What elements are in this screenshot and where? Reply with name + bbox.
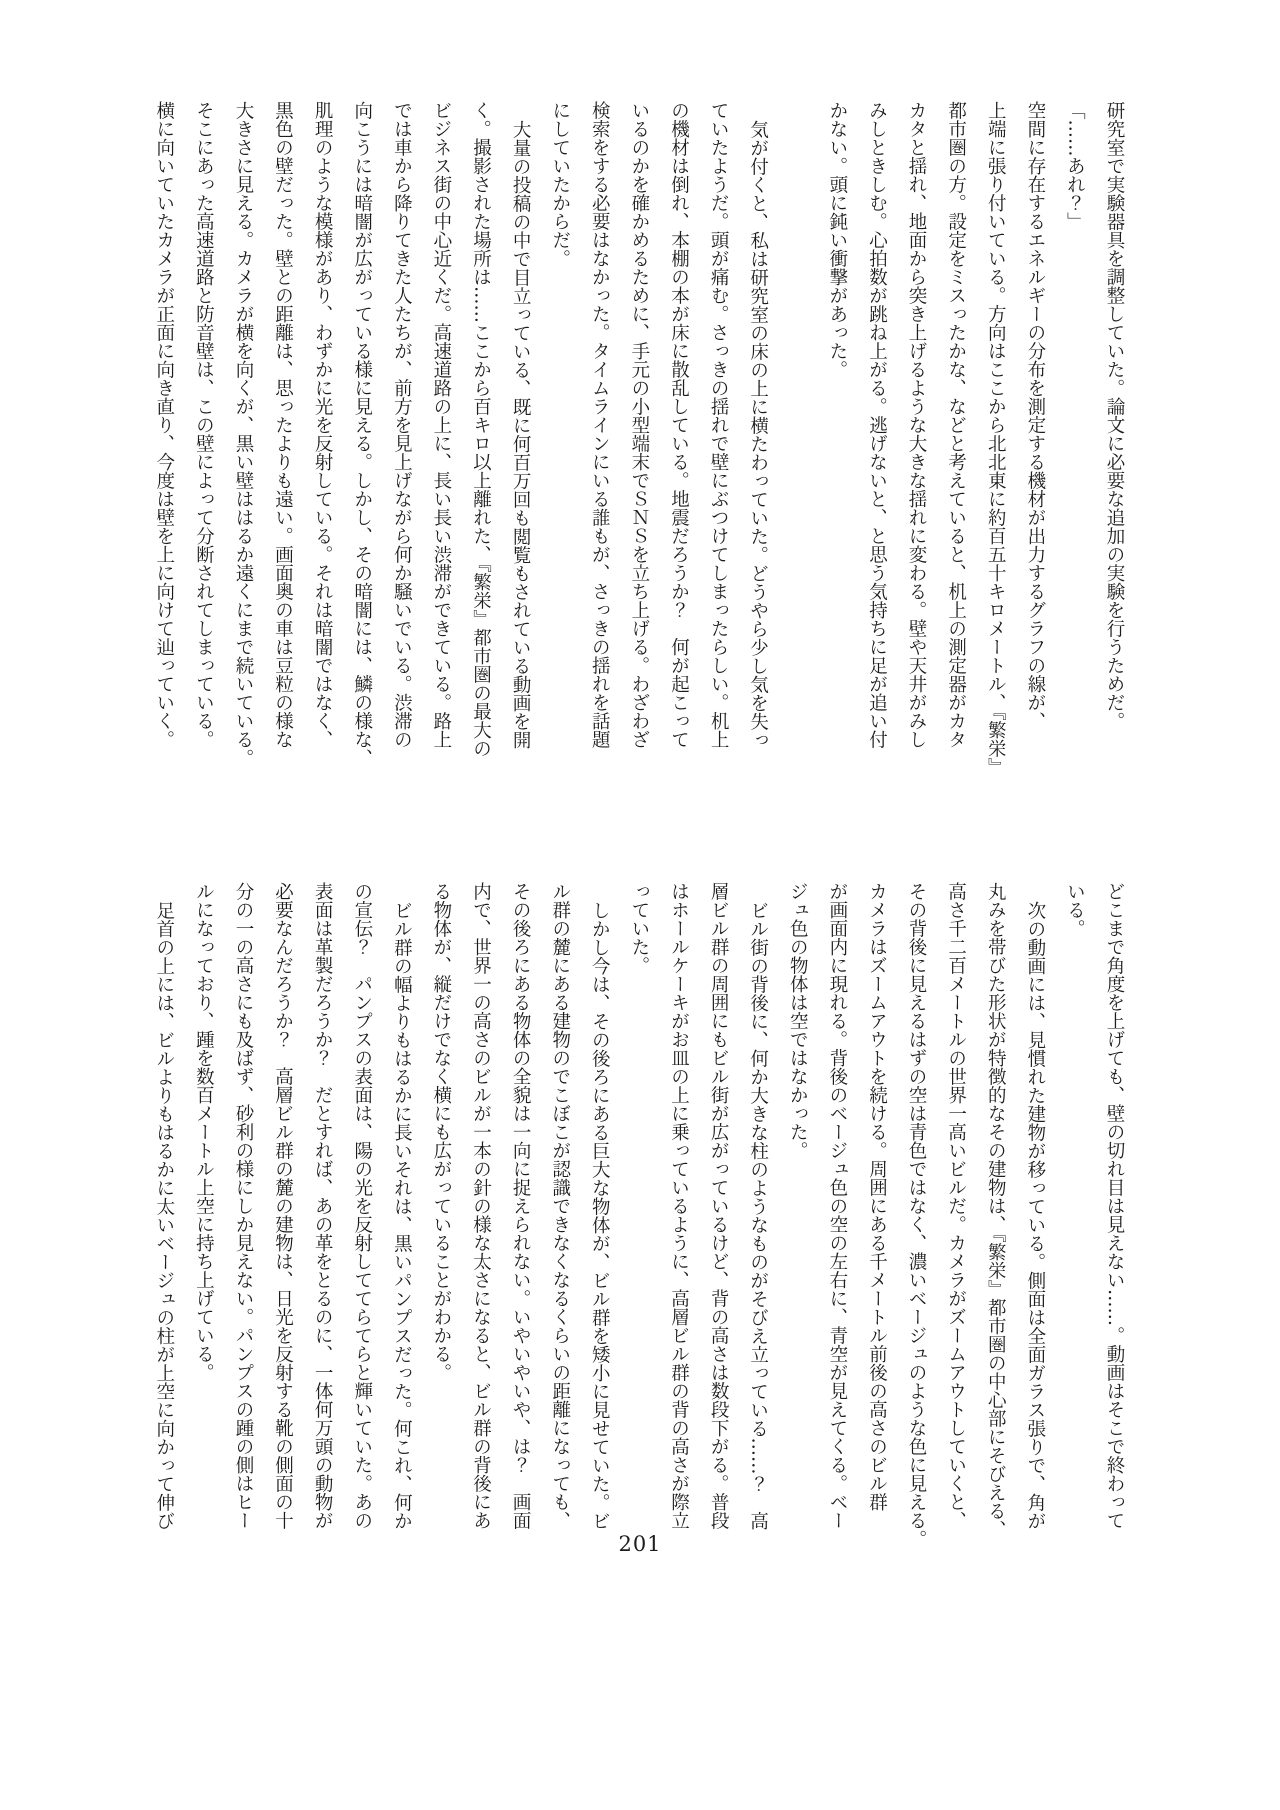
text-line: そこにあった高速道路と防音壁は、この壁によって分断されてしまっている。 — [193, 101, 215, 749]
text-line: の機材は倒れ、本棚の本が床に散乱している。地震だろうか？ 何が起こって — [668, 101, 690, 749]
text-line: にしていたからだ。 — [549, 101, 571, 268]
text-line: 丸みを帯びた形状が特徴的なその建物は、『繁栄』都市圏の中心部にそびえる、 — [985, 882, 1007, 1539]
text-line: どこまで角度を上げても、壁の切れ目は見えない……。動画はそこで終わって — [1104, 882, 1125, 1530]
text-line: 空間に存在するエネルギーの分布を測定する機材が出力するグラフの線が、 — [1024, 101, 1046, 730]
text-line: カメラはズームアウトを続ける。周囲にある千メートル前後の高さのビル群 — [866, 882, 888, 1511]
text-line: 気が付くと、私は研究室の床の上に横たわっていた。どうやら少し気を失っ — [747, 119, 769, 749]
text-line: 横に向いていたカメラが正面に向き直り、今度は壁を上に向けて辿っていく。 — [153, 101, 175, 749]
text-line: 層ビル群の周囲にもビル街が広がっているけど、背の高さは数段下がる。普段 — [708, 882, 730, 1530]
text-line: はホールケーキがお皿の上に乗っているように、高層ビル群の背の高さが際立 — [668, 882, 690, 1530]
text-line: 必要なんだろうか？ 高層ビル群の麓の建物は、日光を反射する靴の側面の十 — [272, 882, 294, 1530]
text-line: 大きさに見える。カメラが横を向くが、黒い壁ははるか遠くにまで続いている。 — [232, 101, 254, 767]
blank-line — [778, 101, 818, 773]
text-line: の宣伝？ パンプスの表面は、陽の光を反射しててらてらと輝いていた。あの — [351, 882, 373, 1530]
text-line: いるのかを確かめるために、手元の小型端末でＳＮＳを立ち上げる。わざわざ — [628, 101, 650, 749]
text-line: 内で、世界一の高さのビルが一本の針の様な太さになると、ビル群の背後にあ — [470, 882, 492, 1530]
text-line: ジュ色の物体は空ではなかった。 — [787, 882, 809, 1160]
text-line: 都市圏の方。設定をミスったかな、などと考えていると、机上の測定器がカタ — [945, 101, 967, 749]
text-line: 上端に張り付いている。方向はここから北北東に約百五十キロメートル、『繁栄』 — [985, 101, 1007, 777]
text-line: カタと揺れ、地面から突き上げるような大きな揺れに変わる。壁や天井がみし — [906, 101, 928, 749]
text-line: が画面内に現れる。背後のベージュ色の空の左右に、青空が見えてくる。ベー — [826, 882, 848, 1530]
text-line: 肌理のような模様があり、わずかに光を反射している。それは暗闇ではなく、 — [312, 101, 334, 749]
text-line: く。撮影された場所は……ここから百キロ以上離れた、『繁栄』都市圏の最大の — [470, 101, 492, 758]
text-line: ルになっており、踵を数百メートル上空に持ち上げている。 — [193, 882, 215, 1382]
text-line: 黒色の壁だった。壁との距離は、思ったよりも遠い。画面奥の車は豆粒の様な — [272, 101, 294, 749]
text-line: 分の一の高さにも及ばず、砂利の様にしか見えない。パンプスの踵の側はヒー — [232, 882, 254, 1530]
text-line: 高さ千二百メートルの世界一高いビルだ。カメラがズームアウトしていくと、 — [945, 882, 967, 1530]
text-line: ル群の麓にある建物のでこぼこが認識できなくなるくらいの距離になっても、 — [549, 882, 571, 1530]
text-line: ビジネス街の中心近くだ。高速道路の上に、長い長い渋滞ができている。路上 — [430, 101, 452, 749]
text-line: しかし今は、その後ろにある巨大な物体が、ビル群を矮小に見せていた。ビ — [589, 900, 611, 1530]
text-line-dialogue: 「……あれ？」 — [1064, 101, 1086, 231]
text-line: っていた。 — [628, 882, 650, 975]
text-line: ていたようだ。頭が痛む。さっきの揺れで壁にぶつけてしまったらしい。机上 — [708, 101, 730, 749]
text-line: その背後に見えるはずの空は青色ではなく、濃いベージュのような色に見える。 — [906, 882, 928, 1548]
text-line: 向こうには暗闇が広がっている様に見える。しかし、その暗闇には、鱗の様な、 — [351, 101, 373, 767]
text-line: では車から降りてきた人たちが、前方を見上げながら何か騒いでいる。渋滞の — [391, 101, 413, 749]
text-line: 検索をする必要はなかった。タイムラインにいる誰もが、さっきの揺れを話題 — [589, 101, 611, 749]
text-band-top — [144, 101, 1134, 777]
text-line: 大量の投稿の中で目立っている、既に何百万回も閲覧もされている動画を開 — [510, 119, 532, 749]
text-line: 研究室で実験器具を調整していた。論文に必要な追加の実験を行うためだ。 — [1104, 101, 1125, 730]
text-line: ビル群の幅よりもはるかに長いそれは、黒いパンプスだった。何これ、何か — [391, 900, 413, 1530]
text-line: ビル街の背後に、何か大きな柱のようなものがそびえ立っている……？ 高 — [747, 900, 769, 1530]
text-line: その後ろにある物体の全貌は一向に捉えられない。いやいやいや、は？ 画面 — [510, 882, 532, 1530]
text-line: かない。頭に鈍い衝撃があった。 — [826, 101, 848, 379]
text-line: る物体が、縦だけでなく横にも広がっていることがわかる。 — [430, 882, 452, 1382]
text-line: いる。 — [1064, 882, 1086, 938]
text-line: 足首の上には、ビルよりもはるかに太いベージュの柱が上空に向かって伸び — [153, 900, 175, 1530]
text-line: みしときしむ。心拍数が跳ね上がる。逃げないと、と思う気持ちに足が追い付 — [866, 101, 888, 749]
text-line: 表面は革製だろうか？ だとすれば、あの革をとるのに、一体何万頭の動物が — [312, 882, 334, 1530]
page-number: 201 — [618, 1532, 662, 1556]
text-line: 次の動画には、見慣れた建物が移っている。側面は全面ガラス張りで、角が — [1024, 900, 1046, 1530]
